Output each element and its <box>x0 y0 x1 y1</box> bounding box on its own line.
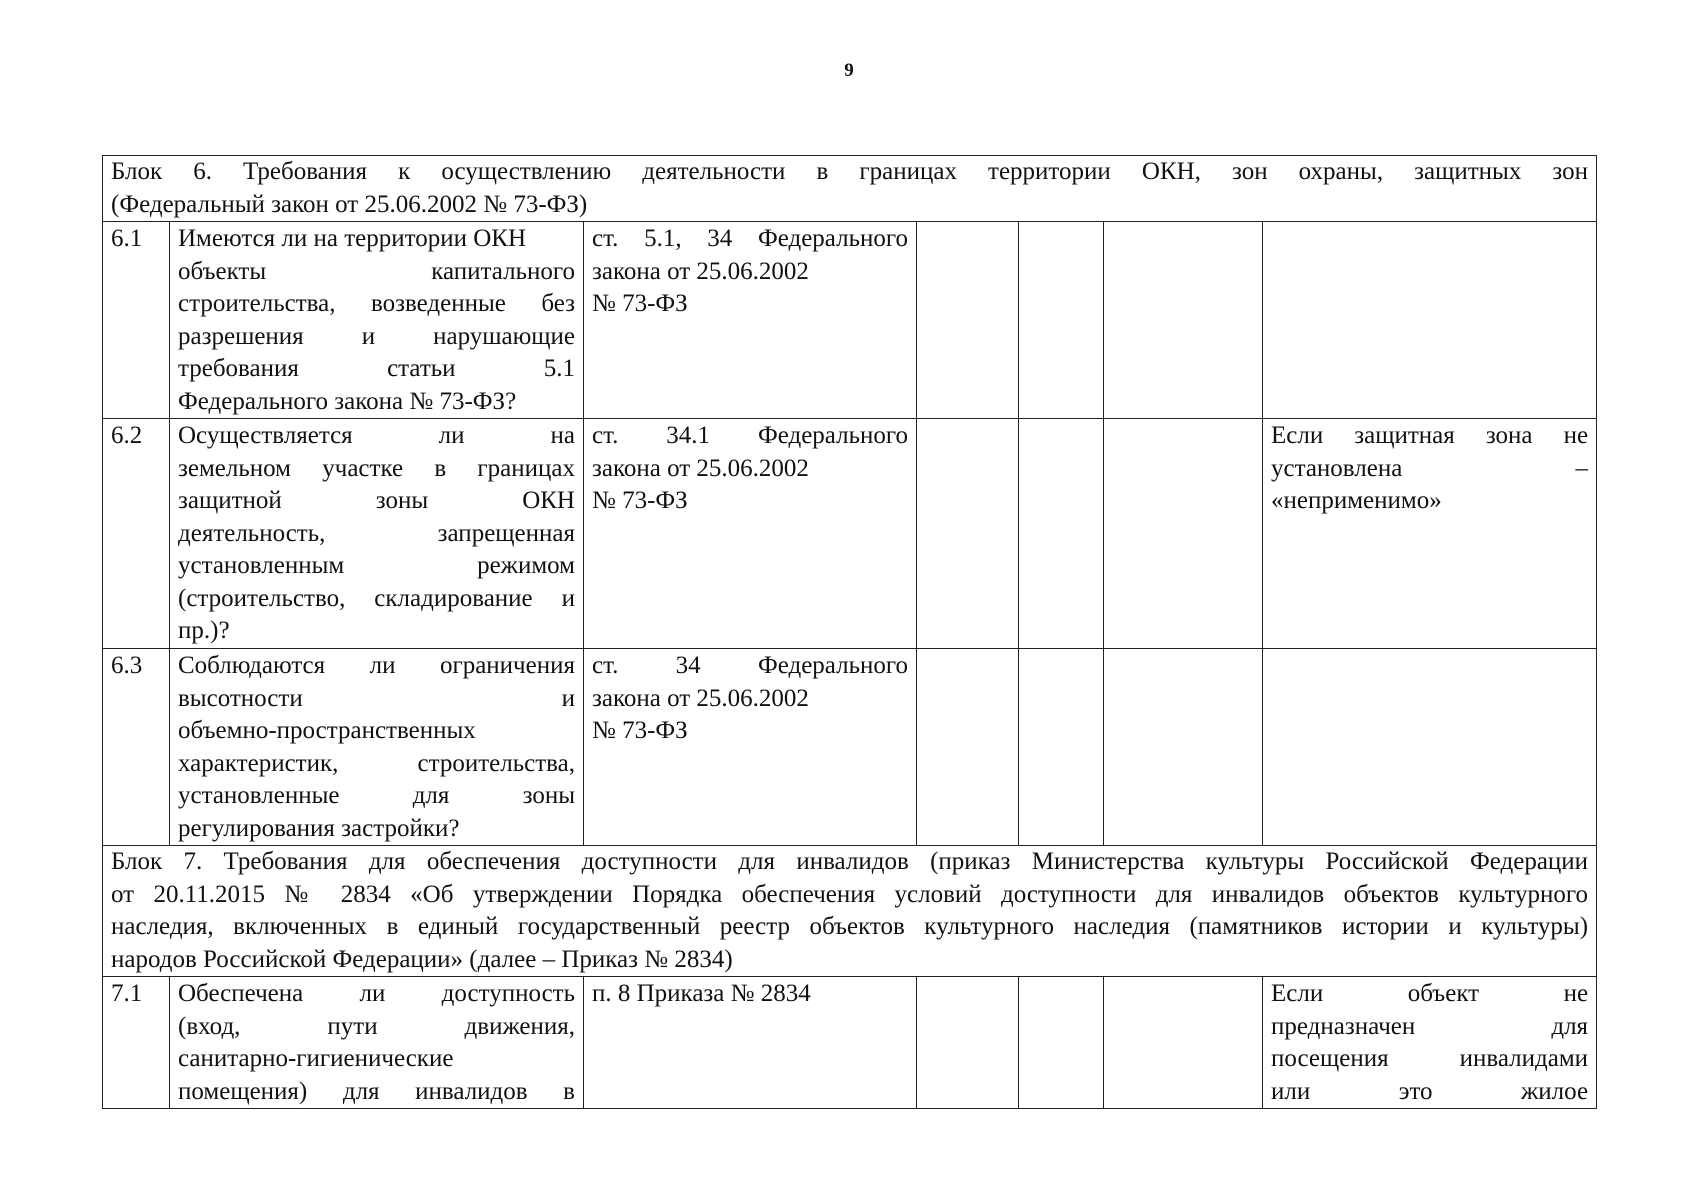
law-line: п. 8 Приказа № 2834 <box>592 980 811 1007</box>
block-7-header-row <box>103 846 1597 977</box>
block-6-header-row <box>103 156 1597 222</box>
law-reference-cell <box>584 419 917 649</box>
question-line: Соблюдаются ли ограничения <box>178 652 575 679</box>
question-line: объекты капитального <box>178 257 575 285</box>
answer-cell-1[interactable] <box>917 419 1019 649</box>
question-line: деятельность, запрещенная <box>178 519 575 547</box>
question-line: требования статьи 5.1 <box>178 355 575 382</box>
row-number: 6.2 <box>103 419 170 649</box>
block-6-title-line-2: (Федеральный закон от 25.06.2002 № 73-ФЗ) <box>111 190 588 218</box>
law-line: ст. 34.1 Федерального <box>592 422 908 449</box>
answer-cell-3[interactable] <box>1104 222 1263 419</box>
question-line: строительства, возведенные без <box>178 290 575 317</box>
table-row-6-2 <box>103 419 1597 649</box>
question-line: санитарно-гигиенические <box>178 1045 454 1072</box>
law-reference-cell <box>584 977 917 1109</box>
law-line: № 73-ФЗ <box>592 290 688 317</box>
block-7-title-line-4: народов Российской Федерации» (далее – Приказ № 2834) <box>111 945 733 973</box>
block-7-title-line-3: наследия, включенных в единый государственный реестр объектов культурного наследия (памятников истории и культуры) <box>111 913 1589 940</box>
answer-cell-2[interactable] <box>1019 649 1104 846</box>
row-number: 7.1 <box>103 977 170 1109</box>
question-cell <box>170 419 584 649</box>
note-line: Если объект не <box>1271 980 1589 1007</box>
answer-cell-2[interactable] <box>1019 419 1104 649</box>
block-6-title-line-1: Блок 6. Требования к осуществлению деятельности в границах территории ОКН, зон охраны, защитных зон <box>111 158 1589 185</box>
question-line: защитной зоны ОКН <box>178 487 575 514</box>
question-line: регулирования застройки? <box>178 814 460 842</box>
block-7-title-line-2: от 20.11.2015 № 2834 «Об утверждении Порядка обеспечения условий доступности для инвалидов объектов культурного <box>111 880 1589 908</box>
question-line: установленные для зоны <box>178 782 575 809</box>
law-line: закона от 25.06.2002 <box>592 257 809 285</box>
question-line: установленным режимом <box>178 552 575 579</box>
row-number: 6.3 <box>103 649 170 846</box>
note-line: «неприменимо» <box>1271 487 1442 514</box>
law-line: № 73-ФЗ <box>592 487 688 514</box>
note-cell[interactable] <box>1263 977 1597 1109</box>
table-row-6-1 <box>103 222 1597 419</box>
question-line: помещения) для инвалидов в <box>178 1077 575 1105</box>
answer-cell-2[interactable] <box>1019 222 1104 419</box>
note-line: предназначен для <box>1271 1012 1589 1040</box>
question-cell <box>170 649 584 846</box>
block-6-header <box>103 156 1597 222</box>
question-line: (вход, пути движения, <box>178 1012 575 1040</box>
law-line: закона от 25.06.2002 <box>592 684 809 712</box>
question-line: Имеются ли на территории ОКН <box>178 225 527 252</box>
question-line: Федерального закона № 73-ФЗ? <box>178 387 517 415</box>
question-line: (строительство, складирование и <box>178 584 575 612</box>
question-cell <box>170 977 584 1109</box>
question-line: Осуществляется ли на <box>178 422 575 449</box>
law-line: закона от 25.06.2002 <box>592 454 809 482</box>
question-line: высотности и <box>178 684 575 712</box>
question-line: характеристик, строительства, <box>178 749 575 777</box>
note-line: посещения инвалидами <box>1271 1045 1589 1072</box>
answer-cell-3[interactable] <box>1104 419 1263 649</box>
law-line: ст. 5.1, 34 Федерального <box>592 225 908 252</box>
question-line: пр.)? <box>178 617 230 644</box>
law-reference-cell <box>584 222 917 419</box>
answer-cell-3[interactable] <box>1104 977 1263 1109</box>
law-line: ст. 34 Федерального <box>592 652 908 679</box>
note-line: или это жилое <box>1271 1077 1589 1105</box>
table-row-6-3 <box>103 649 1597 846</box>
row-number: 6.1 <box>103 222 170 419</box>
checklist-table <box>102 155 1597 1109</box>
block-7-header <box>103 846 1597 977</box>
answer-cell-3[interactable] <box>1104 649 1263 846</box>
note-cell[interactable] <box>1263 649 1597 846</box>
law-reference-cell <box>584 649 917 846</box>
question-line: объемно-пространственных <box>178 717 476 744</box>
note-line: Если защитная зона не <box>1271 422 1589 449</box>
note-cell[interactable] <box>1263 419 1597 649</box>
answer-cell-1[interactable] <box>917 649 1019 846</box>
answer-cell-1[interactable] <box>917 977 1019 1109</box>
page-number: 9 <box>844 60 854 81</box>
note-line: установлена – <box>1271 454 1589 482</box>
block-7-title-line-1: Блок 7. Требования для обеспечения доступности для инвалидов (приказ Министерства культуры Российской Федерации <box>111 848 1589 875</box>
question-line: земельном участке в границах <box>178 454 575 482</box>
note-cell[interactable] <box>1263 222 1597 419</box>
question-cell <box>170 222 584 419</box>
table-row-7-1 <box>103 977 1597 1109</box>
answer-cell-2[interactable] <box>1019 977 1104 1109</box>
question-line: Обеспечена ли доступность <box>178 980 575 1007</box>
law-line: № 73-ФЗ <box>592 717 688 744</box>
answer-cell-1[interactable] <box>917 222 1019 419</box>
question-line: разрешения и нарушающие <box>178 322 575 350</box>
